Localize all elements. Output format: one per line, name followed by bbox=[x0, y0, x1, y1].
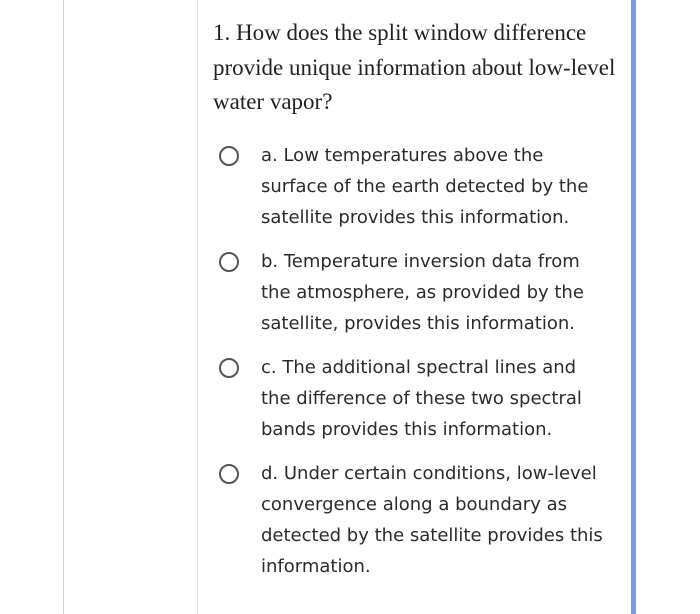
radio-button-b[interactable] bbox=[219, 252, 239, 272]
left-divider bbox=[63, 0, 64, 614]
question-text: 1. How does the split window difference provide unique information about low-level water vapor? bbox=[213, 20, 616, 114]
card-left-border bbox=[197, 0, 198, 614]
radio-button-d[interactable] bbox=[219, 464, 239, 484]
answer-option-a-label: a. Low temperatures above the surface of the earth detected by the satellite provides this information. bbox=[261, 145, 589, 228]
card-accent-bar bbox=[631, 0, 636, 614]
answer-option-d-label: d. Under certain conditions, low-level convergence along a boundary as detected by the satellite provides this information. bbox=[261, 463, 603, 577]
radio-button-c[interactable] bbox=[219, 358, 239, 378]
radio-button-a[interactable] bbox=[219, 146, 239, 166]
answer-option-c-label: c. The additional spectral lines and the difference of these two spectral bands provides this information. bbox=[261, 357, 582, 440]
answer-option-b-label: b. Temperature inversion data from the atmosphere, as provided by the satellite, provides this information. bbox=[261, 251, 584, 334]
